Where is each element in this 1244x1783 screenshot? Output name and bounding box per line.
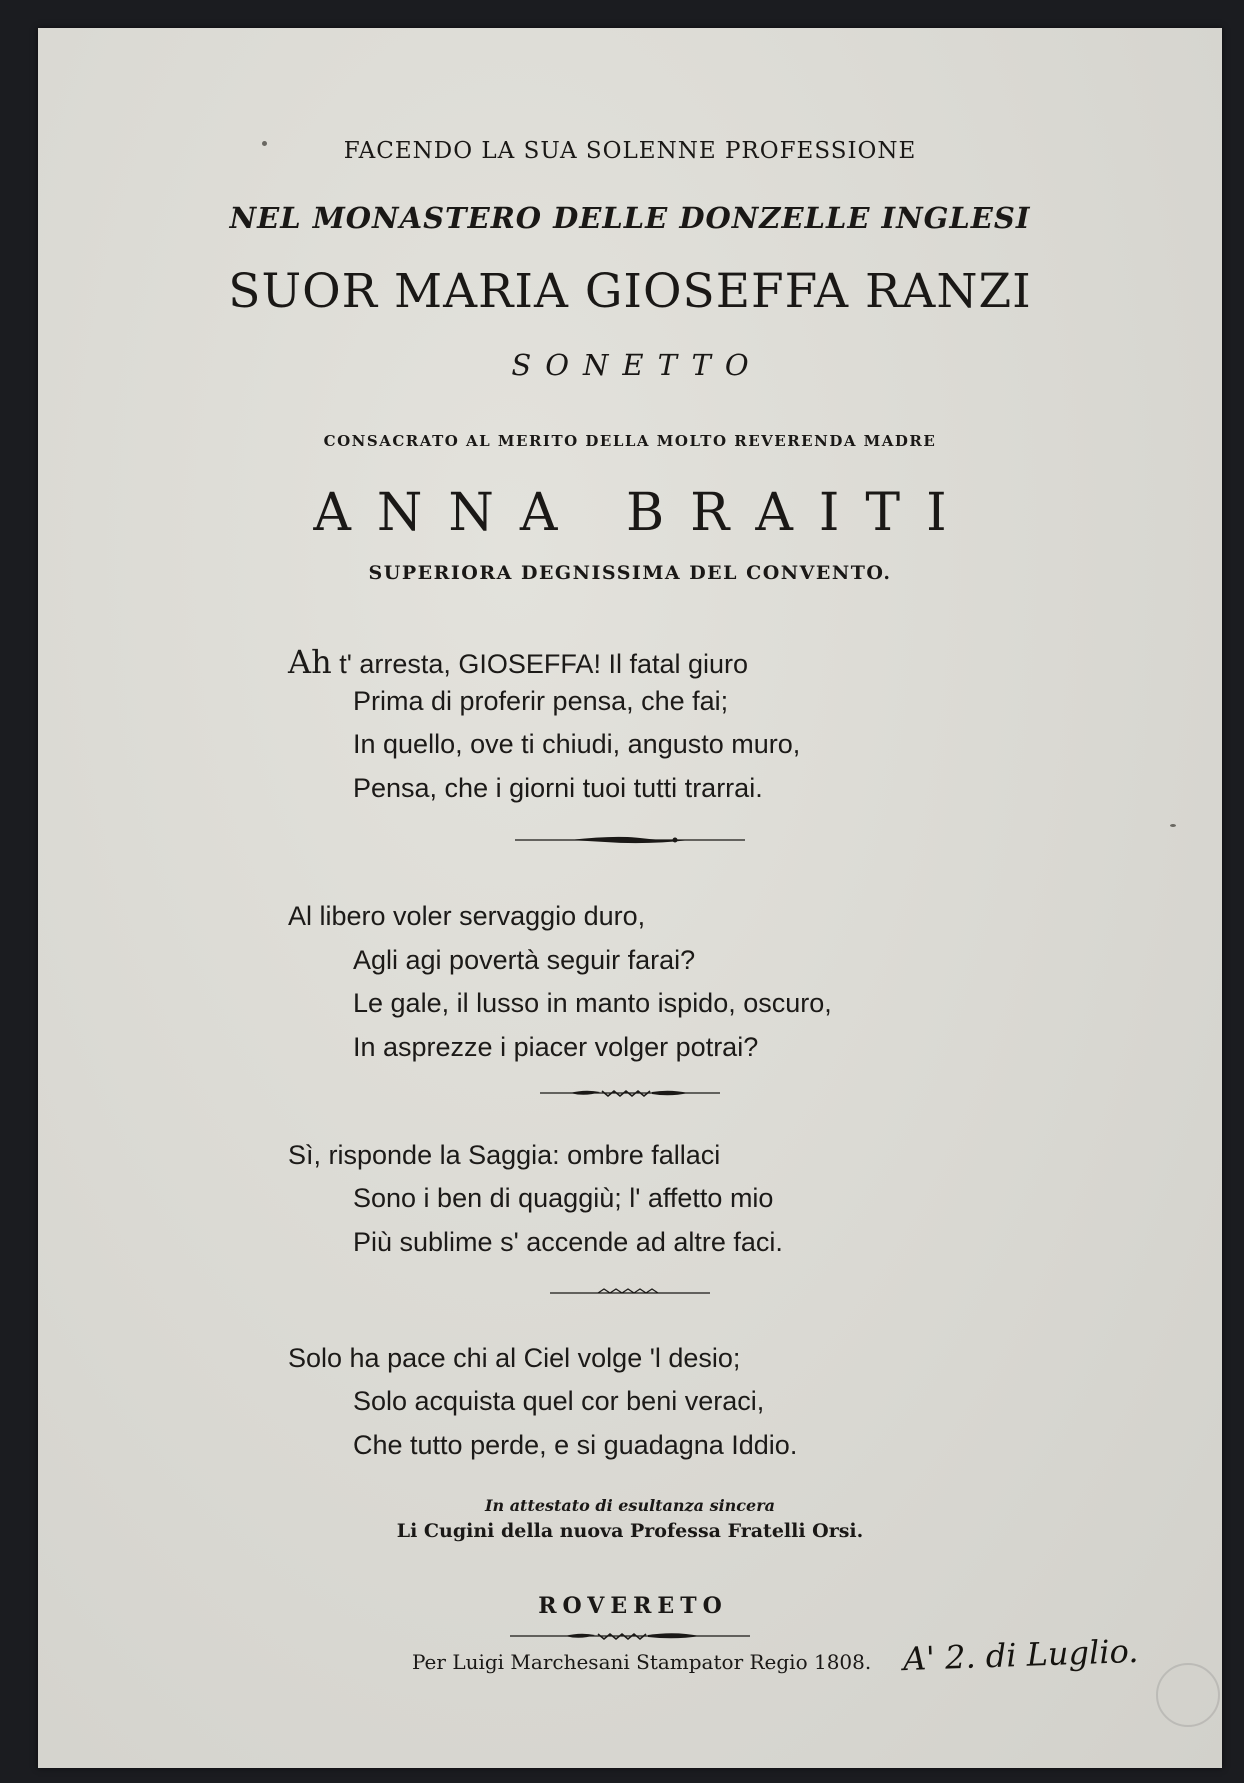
imprint-printer: Per Luigi Marchesani Stampator Regio 1808. xyxy=(412,1650,872,1674)
stanza-4-line-3: Che tutto perde, e si guadagna Iddio. xyxy=(353,1430,798,1460)
header-dedication: CONSACRATO AL MERITO DELLA MOLTO REVERENDA MADRE xyxy=(323,432,937,450)
stanza-2-line-2: Agli agi povertà seguir farai? xyxy=(353,945,696,975)
paper-speck xyxy=(262,141,267,146)
handwritten-annotation: A' 2. di Luglio. xyxy=(902,1631,1139,1679)
printed-sheet xyxy=(38,28,1222,1768)
header-line-1: FACENDO LA SUA SOLENNE PROFESSIONE xyxy=(343,138,917,164)
stanza-1-line-4: Pensa, che i giorni tuoi tutti trarrai. xyxy=(353,773,763,803)
attestation-line-2: Li Cugini della nuova Professa Fratelli Orsi. xyxy=(396,1520,864,1542)
library-stamp xyxy=(1156,1663,1220,1727)
stanza-2-line-1: Al libero voler servaggio duro, xyxy=(288,901,646,931)
stanza-1-line-2: Prima di proferir pensa, che fai; xyxy=(353,686,729,716)
stanza-1-line-1-text: t' arresta, GIOSEFFA! Il fatal giuro xyxy=(331,649,749,679)
stanza-2-line-4: In asprezze i piacer volger potrai? xyxy=(353,1032,759,1062)
header-name: SUOR MARIA GIOSEFFA RANZI xyxy=(228,264,1032,319)
stanza-1-line-1 xyxy=(288,643,748,681)
header-line-2: NEL MONASTERO DELLE DONZELLE INGLESI xyxy=(229,201,1031,235)
paper-speck xyxy=(1170,824,1176,827)
stanza-4-line-1: Solo ha pace chi al Ciel volge 'l desio; xyxy=(288,1343,741,1373)
stanza-1-line-3: In quello, ove ti chiudi, angusto muro, xyxy=(353,729,801,759)
attestation-line-1: In attestato di esultanza sincera xyxy=(485,1496,775,1515)
ornament-divider-2 xyxy=(38,1086,1222,1100)
stanza-3-line-2: Sono i ben di quaggiù; l' affetto mio xyxy=(353,1183,774,1213)
ornament-divider-1 xyxy=(38,833,1222,847)
header-dedicatee-title: SUPERIORA DEGNISSIMA DEL CONVENTO. xyxy=(368,562,892,584)
stanza-3-line-1: Sì, risponde la Saggia: ombre fallaci xyxy=(288,1140,721,1170)
header-dedicatee: ANNA BRAITI xyxy=(313,483,973,543)
stanza-4-line-2: Solo acquista quel cor beni veraci, xyxy=(353,1386,765,1416)
imprint-city: ROVERETO xyxy=(538,1593,728,1619)
drop-cap: Ah xyxy=(288,643,332,681)
stanza-3-line-3: Più sublime s' accende ad altre faci. xyxy=(353,1227,783,1257)
stanza-2-line-3: Le gale, il lusso in manto ispido, oscuro, xyxy=(353,988,832,1018)
header-genre: SONETTO xyxy=(511,348,763,382)
ornament-divider-3 xyxy=(38,1285,1222,1299)
